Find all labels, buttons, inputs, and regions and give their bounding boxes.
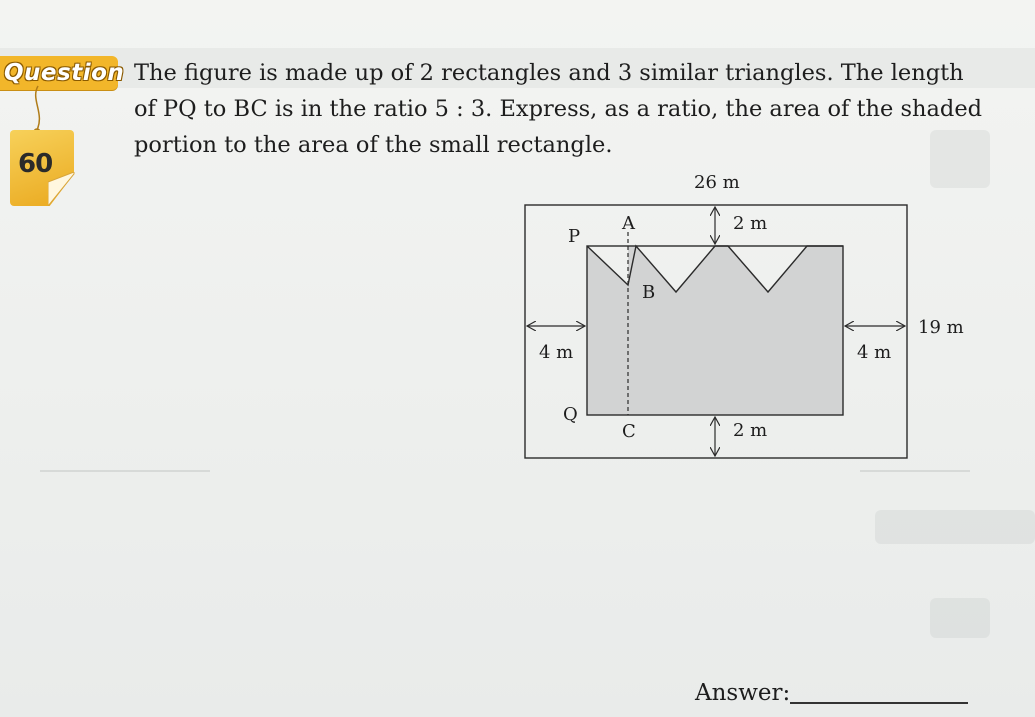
question-number: 60 bbox=[18, 149, 53, 179]
right-height-label: 19 m bbox=[918, 317, 964, 338]
answer-blank-line[interactable] bbox=[790, 702, 968, 704]
point-P-label: P bbox=[568, 226, 581, 247]
question-text-line: portion to the area of the small rectangle. bbox=[134, 132, 613, 158]
left-gap-label: 4 m bbox=[539, 342, 574, 363]
point-B-label: B bbox=[642, 282, 656, 303]
question-text-line: The figure is made up of 2 rectangles and 3 similar triangles. The length bbox=[134, 60, 964, 86]
right-gap-label: 4 m bbox=[857, 342, 892, 363]
bottom-gap-label: 2 m bbox=[733, 420, 768, 441]
answer-label: Answer: bbox=[695, 680, 791, 706]
top-width-label: 26 m bbox=[694, 172, 740, 193]
point-A-label: A bbox=[622, 213, 635, 234]
question-text-line: of PQ to BC is in the ratio 5 : 3. Express, as a ratio, the area of the shaded bbox=[134, 96, 983, 122]
question-tag-label: Question bbox=[4, 60, 125, 86]
shaded-region bbox=[587, 246, 843, 415]
point-Q-label: Q bbox=[563, 404, 578, 425]
top-gap-label: 2 m bbox=[733, 213, 768, 234]
point-C-label: C bbox=[622, 421, 636, 442]
